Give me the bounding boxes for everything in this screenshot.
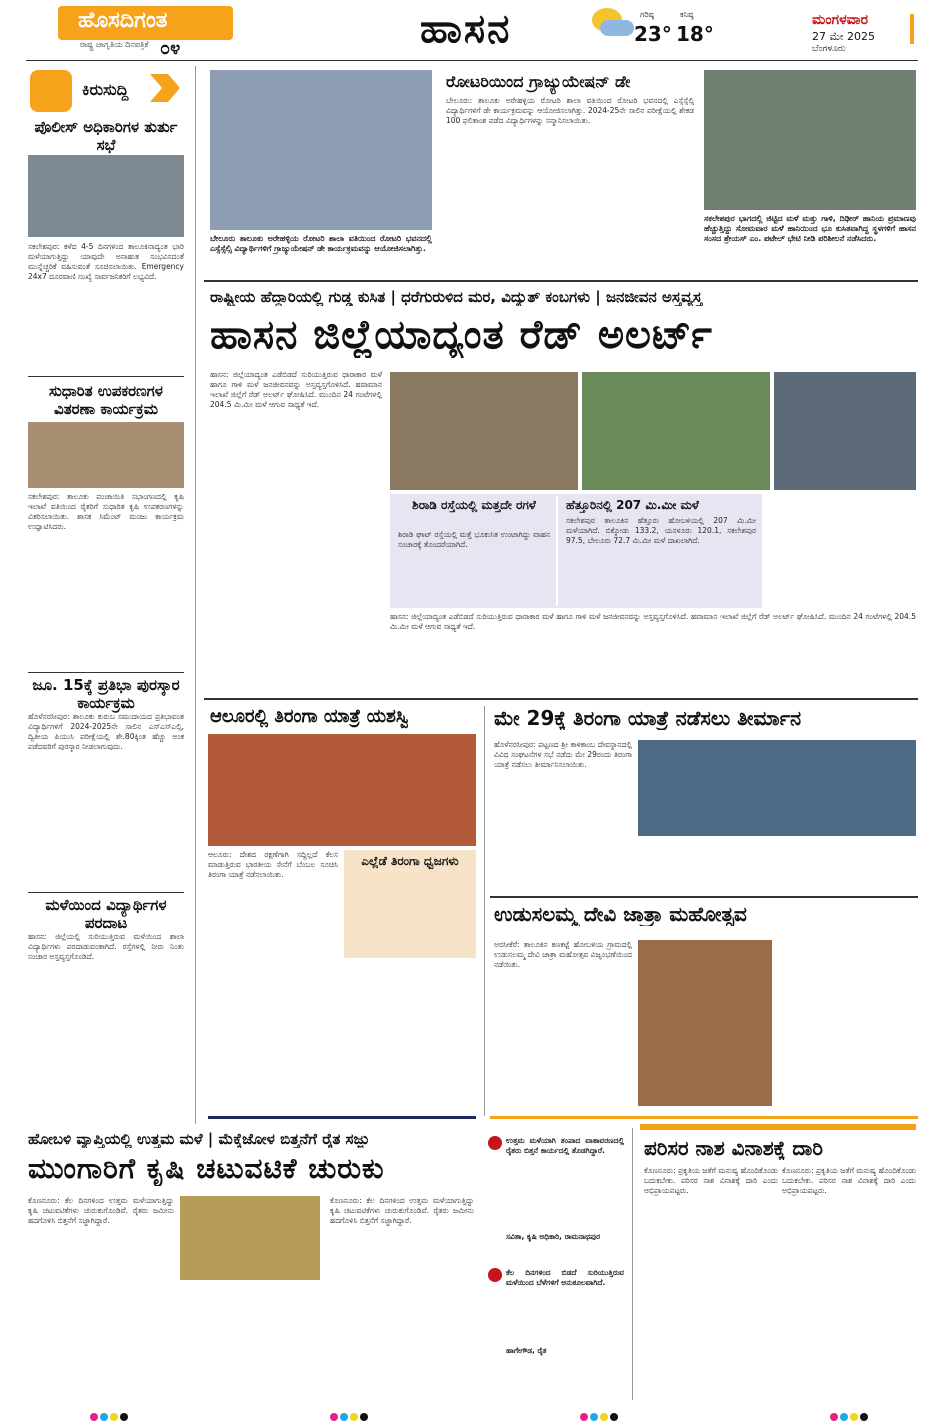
edition-location: ಬೆಂಗಳೂರು (812, 44, 846, 54)
bottom-headline: ಮುಂಗಾರಿಗೆ ಕೃಷಿ ಚಟುವಟಿಕೆ ಚುರುಕು (28, 1152, 385, 1185)
divider (28, 672, 184, 673)
may29-headline: ಮೇ 29ಕ್ಕೆ ತಿರಂಗಾ ಯಾತ್ರೆ ನಡೆಸಲು ತೀರ್ಮಾನ (494, 706, 802, 730)
brief-headline: ಪೊಲೀಸ್ ಅಧಿಕಾರಿಗಳ ತುರ್ತು ಸಭೆ (34, 118, 178, 154)
rotary-photo (210, 70, 432, 230)
min-temp-label: ಕನಿಷ್ಠ (680, 10, 694, 19)
brief-headline: ಜೂ. 15ಕ್ಕೆ ಪ್ರತಿಭಾ ಪುರಸ್ಕಾರ ಕಾರ್ಯಕ್ರಮ (32, 676, 180, 712)
bottom-text-continued: ಕೊಣನೂರು: ಕೆಲ ದಿನಗಳಿಂದ ಉತ್ತಮ ಮಳೆಯಾಗುತ್ತಿದ್ದು ಕೃಷಿ ಚಟುವಟಿಕೆಗಳು ಚುರುಕುಗೊಂಡಿವೆ. ರೈತರು ಜಮೀನು ಹದಗೊಳಿಸಿ ಬಿತ್ತನೆಗೆ ಸಜ್ಜಾಗಿದ್ದಾರೆ. (330, 1196, 474, 1225)
env-text-continued: ಕೊಣನೂರು: ಪ್ರಕೃತಿಯ ಜತೆಗೆ ಮನುಷ್ಯ ಹೊಂದಿಕೊಂಡು ಬದುಕಬೇಕು. ಪರಿಸರ ನಾಶ ವಿನಾಶಕ್ಕೆ ದಾರಿ ಎಂದು ಅಭಿಪ್ರಾಯಪಟ್ಟರು. (782, 1166, 916, 1195)
section-rule (490, 1116, 918, 1119)
min-temp: 18° (676, 22, 714, 46)
env-headline: ಪರಿಸರ ನಾಶ ವಿನಾಶಕ್ಕೆ ದಾರಿ (644, 1136, 823, 1160)
chariot-photo (638, 940, 772, 1106)
field-photo (180, 1196, 320, 1280)
section-rule (640, 1124, 916, 1130)
city-title: ಹಾಸನ (420, 6, 512, 52)
page-number: ೦೪ (160, 38, 181, 59)
registration-marks (830, 1406, 870, 1425)
edge-marker (910, 14, 914, 44)
registration-marks (330, 1406, 370, 1425)
alur-text: ಆಲೂರು: ದೇಶದ ರಕ್ಷಣೆಗಾಗಿ ಸದ್ದಿಲ್ಲದೆ ಕೆಲಸ ಮಾಡುತ್ತಿರುವ ಭಾರತೀಯ ಸೇನೆಗೆ ಬೆಂಬಲ ಸೂಚಿಸಿ ತಿರಂಗಾ ಯಾತ್ರೆ ನಡೆಸಲಾಯಿತು. (208, 850, 338, 879)
photo-caption: ಬೇಲೂರು ತಾಲೂಕು ಅರೇಹಳ್ಳಿಯ ರೋಟರಿ ಶಾಲಾ ವತಿಯಿಂದ ರೋಟರಿ ಭವನದಲ್ಲಿ ಎಸ್ಸೆಸ್ಸೆಲ್ಸಿ ವಿದ್ಯಾರ್ಥಿಗಳಿಗೆ ಗ್ರಾಜ್ಯುಯೇಷನ್ ಡೇ ಕಾರ್ಯಕ್ರಮವನ್ನು ಆಯೋಜಿಸಲಾಗಿತ್ತು. (210, 234, 432, 253)
divider (204, 698, 918, 700)
brief-headline: ಮಳೆಯಿಂದ ವಿದ್ಯಾರ್ಥಿಗಳ ಪರದಾಟ (45, 896, 167, 932)
jathra-headline: ಉಡುಸಲಮ್ಮ ದೇವಿ ಜಾತ್ರಾ ಮಹೋತ್ಸವ (494, 902, 747, 926)
divider (28, 892, 184, 893)
lead-headline: ಹಾಸನ ಜಿಲ್ಲೆಯಾದ್ಯಂತ ರೆಡ್ ಅಲರ್ಟ್ (210, 312, 713, 358)
fallen-tree-photo (582, 372, 770, 490)
divider (28, 376, 184, 377)
max-temp: 23° (634, 22, 672, 46)
masthead (0, 0, 945, 58)
car-tree-photo (774, 372, 916, 490)
tagline: ರಾಷ್ಟ್ರ ಜಾಗೃತಿಯ ದಿನಪತ್ರಿಕೆ (80, 40, 149, 49)
box-headline: ಹೆತ್ತೂರಿನಲ್ಲಿ 207 ಮಿ.ಮೀ ಮಳೆ (566, 498, 699, 512)
brief-text: ಹಾಸನ: ಜಿಲ್ಲೆಯಲ್ಲಿ ಸುರಿಯುತ್ತಿರುವ ಮಳೆಯಿಂದ ಶಾಲಾ ವಿದ್ಯಾರ್ಥಿಗಳು ಪರದಾಡುವಂತಾಗಿದೆ. ರಸ್ತೆಗಳಲ್ಲಿ ನೀರು ನಿಂತು ಸಂಚಾರ ಅಸ್ತವ್ಯಸ್ತಗೊಂಡಿದೆ. (28, 932, 184, 961)
story-headline: ರೋಟರಿಯಿಂದ ಗ್ರಾಜ್ಯುಯೇಷನ್ ಡೇ (446, 72, 631, 91)
quote-icon (488, 1136, 502, 1150)
max-temp-label: ಗರಿಷ್ಠ (640, 10, 654, 19)
divider (204, 280, 918, 282)
column-rule (484, 706, 485, 1116)
brief-text: ಸಕಲೇಶಪುರ: ಕಳೆದ 4-5 ದಿನಗಳಿಂದ ತಾಲೂಕಿನಾದ್ಯಂತ ಭಾರಿ ಮಳೆಯಾಗುತ್ತಿದ್ದು ಯಾವುದೇ ಅನಾಹುತ ಸಂಭವಿಸದಂತೆ ಮುನ್ನೆಚ್ಚರಿಕೆ ವಹಿಸುವಂತೆ ಸೂಚಿಸಲಾಯಿತು. Emergency 24x7 ದೂರವಾಣಿ ಸಂಖ್ಯೆ ಸಾರ್ವಜನಿಕರಿಗೆ ಲಭ್ಯವಿದೆ. (28, 242, 184, 281)
megaphone-icon (30, 70, 72, 112)
divider (490, 896, 918, 898)
quote-attribution: ಸವಿತಾ, ಕೃಷಿ ಅಧಿಕಾರಿ, ರಾಮನಾಥಪುರ (506, 1232, 601, 1241)
weekday: ಮಂಗಳವಾರ (812, 12, 869, 28)
brief-headline: ಸುಧಾರಿತ ಉಪಕರಣಗಳ ವಿತರಣಾ ಕಾರ್ಯಕ್ರಮ (49, 382, 163, 418)
box-text: ಸಕಲೇಶಪುರ ತಾಲೂಕಿನ ಹೆತ್ತೂರು ಹೋಬಳಿಯಲ್ಲಿ 207 ಮಿ.ಮೀ ಮಳೆಯಾಗಿದೆ. ಬಿಕ್ಕೋಡು 133.2, ಯಸಳೂರು 120.1, ಸಕಲೇಶಪುರ 97.5, ಬೇಲೂರು 72.7 ಮಿ.ಮೀ ಮಳೆ ದಾಖಲಾಗಿದೆ. (566, 516, 756, 545)
bottom-text: ಕೊಣನೂರು: ಕೆಲ ದಿನಗಳಿಂದ ಉತ್ತಮ ಮಳೆಯಾಗುತ್ತಿದ್ದು ಕೃಷಿ ಚಟುವಟಿಕೆಗಳು ಚುರುಕುಗೊಂಡಿವೆ. ರೈತರು ಜಮೀನು ಹದಗೊಳಿಸಿ ಬಿತ್ತನೆಗೆ ಸಜ್ಜಾಗಿದ್ದಾರೆ. (28, 1196, 174, 1225)
env-text: ಕೊಣನೂರು: ಪ್ರಕೃತಿಯ ಜತೆಗೆ ಮನುಷ್ಯ ಹೊಂದಿಕೊಂಡು ಬದುಕಬೇಕು. ಪರಿಸರ ನಾಶ ವಿನಾಶಕ್ಕೆ ದಾರಿ ಎಂದು ಅಭಿಪ್ರಾಯಪಟ್ಟರು. (644, 1166, 778, 1195)
box-headline: ಶಿರಾಡಿ ರಸ್ತೆಯಲ್ಲಿ ಮತ್ತದೇ ರಗಳೆ (412, 498, 536, 512)
box-text: ಶಿರಾಡಿ ಘಾಟ್ ರಸ್ತೆಯಲ್ಲಿ ಮತ್ತೆ ಭೂಕುಸಿತ ಉಂಟಾಗಿದ್ದು ವಾಹನ ಸಂಚಾರಕ್ಕೆ ತೊಂದರೆಯಾಗಿದೆ. (398, 530, 550, 549)
brief-photo (28, 155, 184, 237)
bottom-kicker: ಹೋಬಳಿ ವ್ಯಾಪ್ತಿಯಲ್ಲಿ ಉತ್ತಮ ಮಳೆ | ಮೆಕ್ಕೆಜೋಳ ಬಿತ್ತನೆಗೆ ರೈತ ಸಜ್ಜು (28, 1130, 370, 1148)
section-rule (208, 1116, 476, 1119)
date: 27 ಮೇ 2025 (812, 30, 876, 43)
column-rule (195, 66, 196, 1124)
landslide-photo (390, 372, 578, 490)
registration-marks (90, 1406, 130, 1425)
chevron-icon (150, 74, 180, 102)
brief-photo (28, 422, 184, 488)
column-rule (632, 1128, 633, 1400)
quote-attribution: ಹಾಗೇಗೌಡ, ರೈತ (506, 1346, 547, 1355)
registration-marks (580, 1406, 620, 1425)
lead-text: ಹಾಸನ: ಜಿಲ್ಲೆಯಾದ್ಯಂತ ಎಡೆಬಿಡದೆ ಸುರಿಯುತ್ತಿರುವ ಧಾರಾಕಾರ ಮಳೆ ಹಾಗೂ ಗಾಳಿ ಮಳೆ ಜನಜೀವನವನ್ನು ಅಸ್ತವ್ಯಸ್ತಗೊಳಿಸಿದೆ. ಹವಾಮಾನ ಇಲಾಖೆ ಜಿಲ್ಲೆಗೆ ರೆಡ್ ಅಲರ್ಟ್ ಘೋಷಿಸಿದೆ. ಮುಂದಿನ 24 ಗಂಟೆಗಳಲ್ಲಿ 204.5 ಮಿ.ಮೀ ಮಳೆ ಆಗುವ ಸಾಧ್ಯತೆ ಇದೆ. (210, 370, 382, 409)
cloud-icon (600, 20, 634, 36)
alur-headline: ಆಲೂರಲ್ಲಿ ತಿರಂಗಾ ಯಾತ್ರೆ ಯಶಸ್ವಿ (210, 706, 409, 727)
quote-icon (488, 1268, 502, 1282)
lead-text-continued: ಹಾಸನ: ಜಿಲ್ಲೆಯಾದ್ಯಂತ ಎಡೆಬಿಡದೆ ಸುರಿಯುತ್ತಿರುವ ಧಾರಾಕಾರ ಮಳೆ ಹಾಗೂ ಗಾಳಿ ಮಳೆ ಜನಜೀವನವನ್ನು ಅಸ್ತವ್ಯಸ್ತಗೊಳಿಸಿದೆ. ಹವಾಮಾನ ಇಲಾಖೆ ಜಿಲ್ಲೆಗೆ ರೆಡ್ ಅಲರ್ಟ್ ಘೋಷಿಸಿದೆ. ಮುಂದಿನ 24 ಗಂಟೆಗಳಲ್ಲಿ 204.5 ಮಿ.ಮೀ ಮಳೆ ಆಗುವ ಸಾಧ್ಯತೆ ಇದೆ. (390, 612, 916, 631)
flag-box-headline: ಎಲ್ಲೆಡೆ ತಿರಂಗಾ ಧ್ವಜಗಳು (361, 854, 459, 868)
brief-text: ಸಕಲೇಶಪುರ: ತಾಲೂಕು ಪಂಚಾಯಿತಿ ಸಭಾಂಗಣದಲ್ಲಿ ಕೃಷಿ ಇಲಾಖೆ ವತಿಯಿಂದ ರೈತರಿಗೆ ಸುಧಾರಿತ ಕೃಷಿ ಉಪಕರಣಗಳನ್ನು ವಿತರಿಸಲಾಯಿತು. ಶಾಸಕ ಸಿಮೆಂಟ್ ಮಂಜು ಕಾರ್ಯಕ್ರಮ ಉದ್ಘಾಟಿಸಿದರು. (28, 492, 184, 531)
logo-text: ಹೊಸದಿಗಂತ (78, 8, 168, 33)
farmer-quote: ಕೆಲ ದಿನಗಳಿಂದ ಬಿಡದೆ ಸುರಿಯುತ್ತಿರುವ ಮಳೆಯಿಂದ ಬೆಳೆಗಳಿಗೆ ಅನುಕೂಲವಾಗಿದೆ. (506, 1268, 624, 1287)
jathra-text: ಅರಸೀಕೆರೆ: ತಾಲೂಕಿನ ಕಣಕಟ್ಟೆ ಹೋಬಳಿಯ ಗ್ರಾಮದಲ್ಲಿ ಉಡುಸಲಮ್ಮ ದೇವಿ ಜಾತ್ರಾ ಮಹೋತ್ಸವ ವಿಜೃಂಭಣೆಯಿಂದ ನಡೆಯಿತು. (494, 940, 632, 969)
tiranga-rally-photo (208, 734, 476, 846)
brief-text: ಹೊಳೆನರಸೀಪುರ: ತಾಲೂಕು ಕುರುಬ ಸಮುದಾಯದ ಪ್ರತಿಭಾವಂತ ವಿದ್ಯಾರ್ಥಿಗಳಿಗೆ 2024-2025ನೇ ಸಾಲಿನ ಎಸ್ಎಸ್ಎಲ್ಸಿ, ದ್ವಿತೀಯ ಪಿಯುಸಿ ಪರೀಕ್ಷೆಯಲ್ಲಿ ಶೇ.80ಕ್ಕಿಂತ ಹೆಚ್ಚು ಅಂಕ ಪಡೆದವರಿಗೆ ಪುರಸ್ಕಾರ ನೀಡಲಾಗುವುದು. (28, 712, 184, 751)
may29-text: ಹೊಳೆನರಸೀಪುರ: ಪಟ್ಟಣದ ಶ್ರೀ ಕಾಳಿಕಾಂಬ ದೇವಸ್ಥಾನದಲ್ಲಿ ವಿವಿಧ ಸಂಘಟನೆಗಳ ಸಭೆ ನಡೆದು ಮೇ 29ರಂದು ತಿರಂಗಾ ಯಾತ್ರೆ ನಡೆಸಲು ತೀರ್ಮಾನಿಸಲಾಯಿತು. (494, 740, 632, 769)
farmer-quote: ಉತ್ತಮ ಮಳೆಯಾಗಿ ತಂಪಾದ ವಾತಾವರಣದಲ್ಲಿ ರೈತರು ಬಿತ್ತನೆ ಕಾರ್ಯದಲ್ಲಿ ತೊಡಗಿದ್ದಾರೆ. (506, 1136, 624, 1155)
box-divider (556, 496, 558, 606)
story-text: ಬೇಲೂರು: ತಾಲೂಕು ಅರೇಹಳ್ಳಿಯ ರೋಟರಿ ಶಾಲಾ ವತಿಯಿಂದ ರೋಟರಿ ಭವನದಲ್ಲಿ ಎಸ್ಸೆಸ್ಸೆಲ್ಸಿ ವಿದ್ಯಾರ್ಥಿಗಳಿಗೆ ಡೇ ಕಾರ್ಯಕ್ರಮವನ್ನು ಆಯೋಜಿಸಲಾಗಿತ್ತು. 2024-25ನೇ ಸಾಲಿನ ಪರೀಕ್ಷೆಯಲ್ಲಿ ಶೇಕಡ 100 ಫಲಿತಾಂಶ ಪಡೆದ ವಿದ್ಯಾರ್ಥಿಗಳನ್ನು ಸನ್ಮಾನಿಸಲಾಯಿತು. (446, 96, 694, 125)
lead-kicker: ರಾಷ್ಟ್ರೀಯ ಹೆದ್ದಾರಿಯಲ್ಲಿ ಗುಡ್ಡ ಕುಸಿತ | ಧರೆಗುರುಳಿದ ಮರ, ವಿದ್ಯುತ್ ಕಂಬಗಳು | ಜನಜೀವನ ಅಸ್ತವ್ಯಸ್ತ (210, 288, 703, 306)
sidebar-title: ಕಿರುಸುದ್ದಿ (82, 80, 129, 99)
divider (26, 60, 918, 61)
photo-caption: ಸಕಲೇಶಪುರ ಭಾಗದಲ್ಲಿ ಜಿಟ್ಟಿದ ಮಳೆ ಮತ್ತು ಗಾಳಿ, ದಿಢೀರ್ ಹಾನಿಯ ಪ್ರಮಾಣವು ಹೆಚ್ಚುತ್ತಿದ್ದು ಸೋಮವಾರ ಮಳೆ ಹಾನಿಯಿಂದ ಭೂ ಕುಸಿತವಾಗಿದ್ದ ಸ್ಥಳಗಳಿಗೆ ಹಾಸನ ಸಂಸದ ಶ್ರೇಯಸ್ ಎಂ. ಪಟೇಲ್ ಭೇಟಿ ನೀಡಿ ಪರಿಶೀಲನೆ ನಡೆಸಿದರು. (704, 214, 916, 243)
rain-visit-photo (704, 70, 916, 210)
meeting-photo (638, 740, 916, 836)
